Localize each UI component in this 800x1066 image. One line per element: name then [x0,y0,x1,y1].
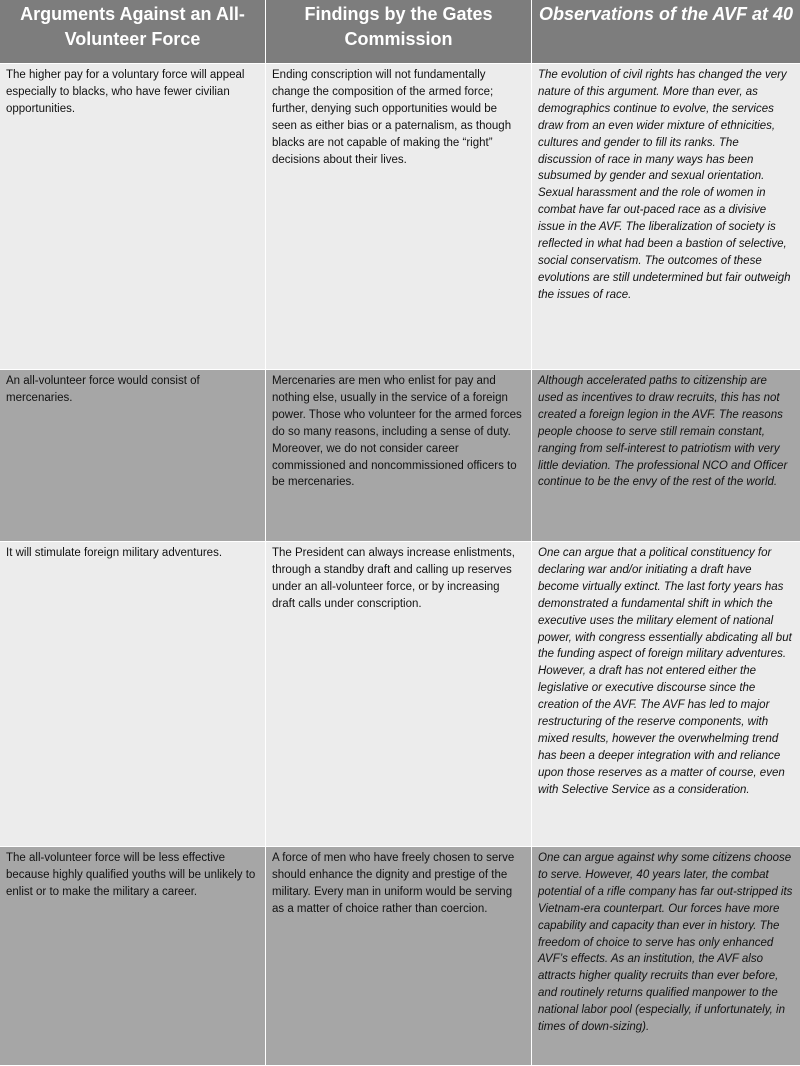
row1-observation: The evolution of civil rights has changed the very nature of this argument. More than ever, as demographics continue to evolve, the services draw from an even wider mixture of ethnicities, cultures and gender to fill its ranks. The discussion of race in many ways has been subsumed by gender and sexual orientation. Sexual harassment and the role of women in combat have far out-paced race as a divisive issue in the AVF. The liberalization of society is reflected in what had been a bastion of selective, social conservatism. The outcomes of these evolutions are still undetermined but fair outweigh the issues of race. [532,64,800,370]
row3-finding: The President can always increase enlistments, through a standby draft and calling up reserves under an all-volunteer force, or by increasing draft calls under conscription. [266,542,532,847]
row3-argument: It will stimulate foreign military adventures. [0,542,266,847]
row4-argument: The all-volunteer force will be less effective because highly qualified youths will be unlikely to enlist or to make the military a career. [0,847,266,1066]
row4-finding: A force of men who have freely chosen to serve should enhance the dignity and prestige of the military. Every man in uniform would be serving as a matter of choice rather than coercion. [266,847,532,1066]
row1-argument: The higher pay for a voluntary force will appeal especially to blacks, who have fewer civilian opportunities. [0,64,266,370]
row2-finding: Mercenaries are men who enlist for pay and nothing else, usually in the service of a foreign power. Those who volunteer for the armed forces do so many reasons, including a sense of duty. Moreover, we do not consider career commissioned and noncommissioned officers to be mercenaries. [266,370,532,542]
row2-observation: Although accelerated paths to citizenship are used as incentives to draw recruits, this has not created a foreign legion in the AVF. The reasons people choose to serve still remain constant, ranging from self-interest to patriotism with very little deviation. The professional NCO and Officer continue to be the envy of the rest of the world. [532,370,800,542]
header-observations: Observations of the AVF at 40 [532,0,800,64]
row1-finding: Ending conscription will not fundamentally change the composition of the armed force; further, denying such opportunities would be seen as either bias or a paternalism, as though blacks are not capable of making the “right” decisions about their lives. [266,64,532,370]
header-findings: Findings by the Gates Commission [266,0,532,64]
row2-argument: An all-volunteer force would consist of mercenaries. [0,370,266,542]
header-arguments: Arguments Against an All-Volunteer Force [0,0,266,64]
row4-observation: One can argue against why some citizens choose to serve. However, 40 years later, the combat potential of a rifle company has far out-stripped its Vietnam-era counterpart. Our forces have more capability and capacity than ever in history. The freedom of choice to serve has only enhanced AVF’s effects. As an institution, the AVF also attracts higher quality recruits than ever before, and routinely returns qualified manpower to the national labor pool (especially, if unfortunately, in times of down-sizing). [532,847,800,1066]
row3-observation: One can argue that a political constituency for declaring war and/or initiating a draft have become virtually extinct. The last forty years has demonstrated a fundamental shift in which the executive uses the military element of national power, with congress essentially abdicating all but the funding aspect of foreign military adventures. However, a draft has not entered either the legislative or executive discourse since the creation of the AVF. The AVF has led to major restructuring of the reserve components, with mixed results, however the overwhelming trend has been a deeper integration with and reliance upon those reserves as a matter of course, even with Selective Service as a consideration. [532,542,800,847]
